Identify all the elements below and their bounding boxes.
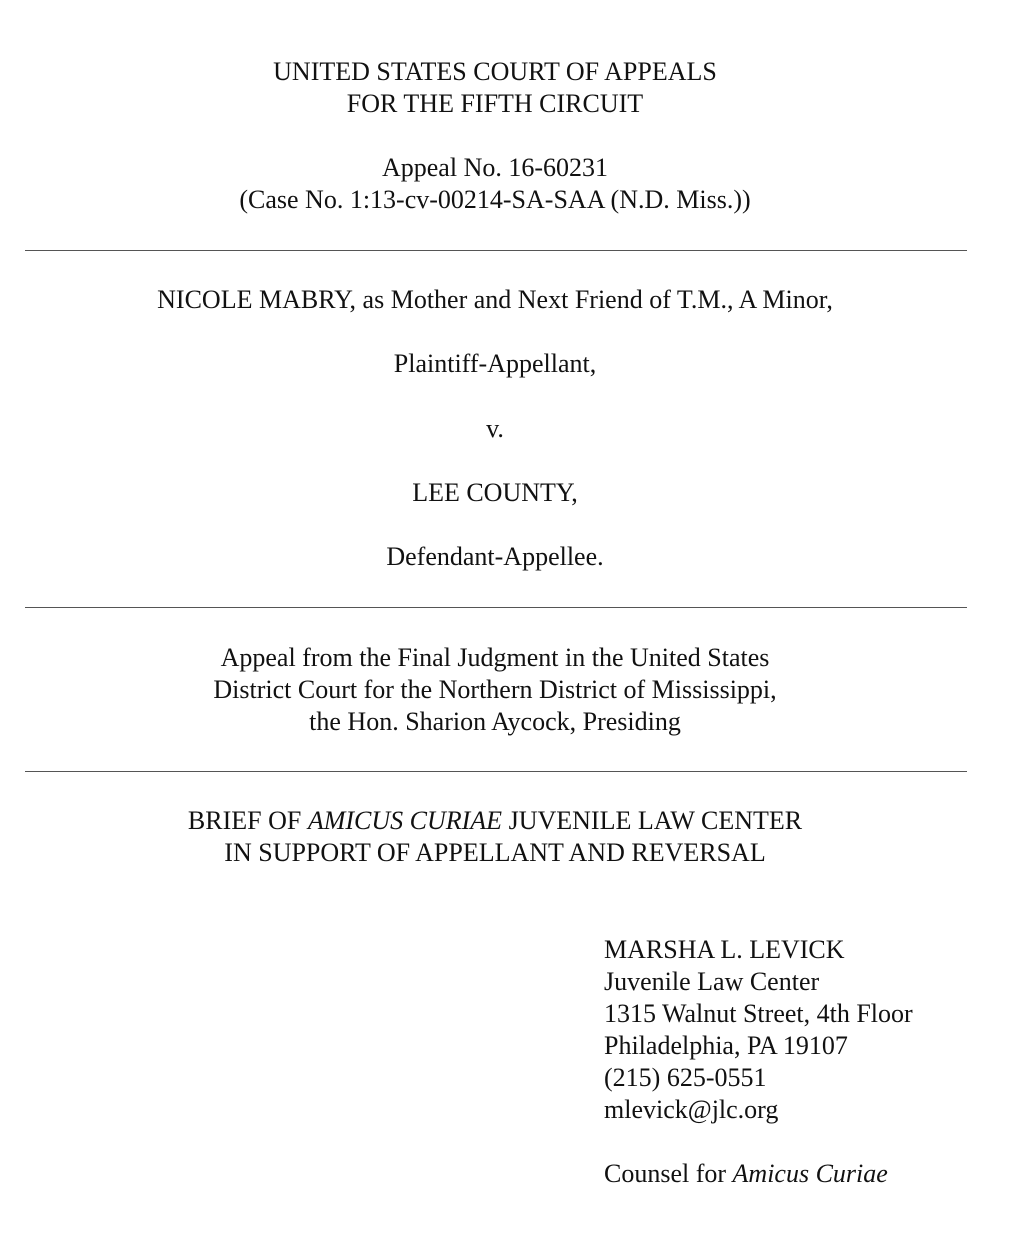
counsel-email: mlevick@jlc.org [604,1095,779,1124]
origin-line-1: Appeal from the Final Judgment in the United States [220,643,770,672]
case-number: (Case No. 1:13-cv-00214-SA-SAA (N.D. Miss.)) [239,185,751,214]
brief-suffix: JUVENILE LAW CENTER [502,806,803,835]
court-heading [0,56,990,120]
circuit-name: FOR THE FIFTH CIRCUIT [346,89,644,118]
defendant-name: LEE COUNTY, [412,478,578,507]
counsel-role [604,1158,913,1190]
counsel-block [604,934,913,1190]
counsel-role-italic: Amicus Curiae [732,1159,888,1188]
plaintiff-role: Plaintiff-Appellant, [393,349,597,378]
appeal-numbers [0,152,990,216]
defendant-role: Defendant-Appellee. [386,542,604,571]
brief-title-line-1 [0,805,990,837]
brief-prefix: BRIEF OF [187,806,308,835]
brief-title-line-2: IN SUPPORT OF APPELLANT AND REVERSAL [224,838,766,867]
counsel-role-prefix: Counsel for [604,1159,733,1188]
origin-line-2: District Court for the Northern District of Mississippi, [213,675,777,704]
origin-line-3: the Hon. Sharion Aycock, Presiding [309,707,681,736]
plaintiff-name: NICOLE MABRY, as Mother and Next Friend of T.M., A Minor, [157,285,833,314]
court-name: UNITED STATES COURT OF APPEALS [273,57,717,86]
divider-3 [25,771,967,772]
brief-title [0,805,990,869]
counsel-name: MARSHA L. LEVICK [604,935,845,964]
counsel-phone: (215) 625-0551 [604,1063,767,1092]
versus: v. [486,414,504,443]
divider-2 [25,607,967,608]
appeal-number: Appeal No. 16-60231 [381,153,608,182]
counsel-organization: Juvenile Law Center [604,967,820,996]
brief-amicus: AMICUS CURIAE [307,806,503,835]
counsel-city: Philadelphia, PA 19107 [604,1031,848,1060]
counsel-street: 1315 Walnut Street, 4th Floor [604,999,913,1028]
appeal-origin [0,642,990,738]
divider-1 [25,250,967,251]
